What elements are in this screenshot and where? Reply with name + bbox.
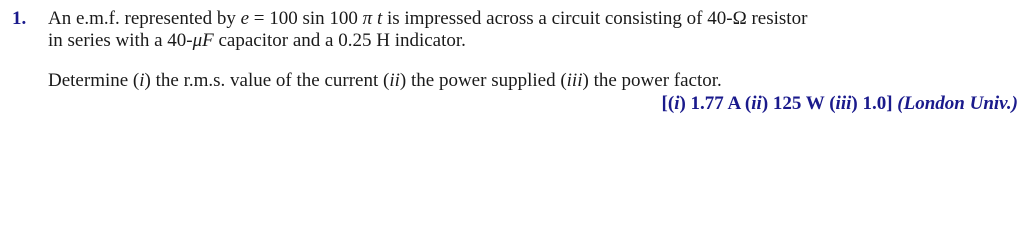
variable-pi: π [362,8,373,29]
text-segment: capacitor and a 0.25 H indicator. [213,30,466,51]
text-segment: Determine ( [48,70,140,91]
variable-e: e [240,8,250,29]
problem-question-line [48,70,722,92]
text-segment: ) 1.77 A ( [679,93,752,114]
part-label-i: i [139,70,145,91]
text-segment: is impressed across a circuit consisting of 40-Ω resistor [382,8,808,29]
text-segment: [( [661,93,675,114]
variable-t: t [376,8,383,29]
answer-part-label-iii: iii [835,93,852,114]
problem-text-line-1 [48,8,807,30]
text-segment: ) 1.0] [851,93,898,114]
answer-line [662,93,1018,115]
text-segment: An e.m.f. represented by [48,8,241,29]
text-segment: = 100 sin 100 [249,8,363,29]
problem-number: 1. [12,8,27,29]
text-segment: ) the power supplied ( [399,70,567,91]
text-segment: ) 125 W ( [761,93,836,114]
problem-text-line-2 [48,30,466,52]
answer-part-label-ii: ii [751,93,762,114]
answer-source: (London Univ.) [897,93,1018,114]
text-segment: ) the r.m.s. value of the current ( [144,70,390,91]
text-segment: ) the power factor. [582,70,722,91]
text-segment: in series with a 40- [48,30,193,51]
part-label-iii: iii [566,70,583,91]
answer-part-label-i: i [674,93,680,114]
part-label-ii: ii [389,70,400,91]
unit-microfarad: μF [192,30,214,51]
